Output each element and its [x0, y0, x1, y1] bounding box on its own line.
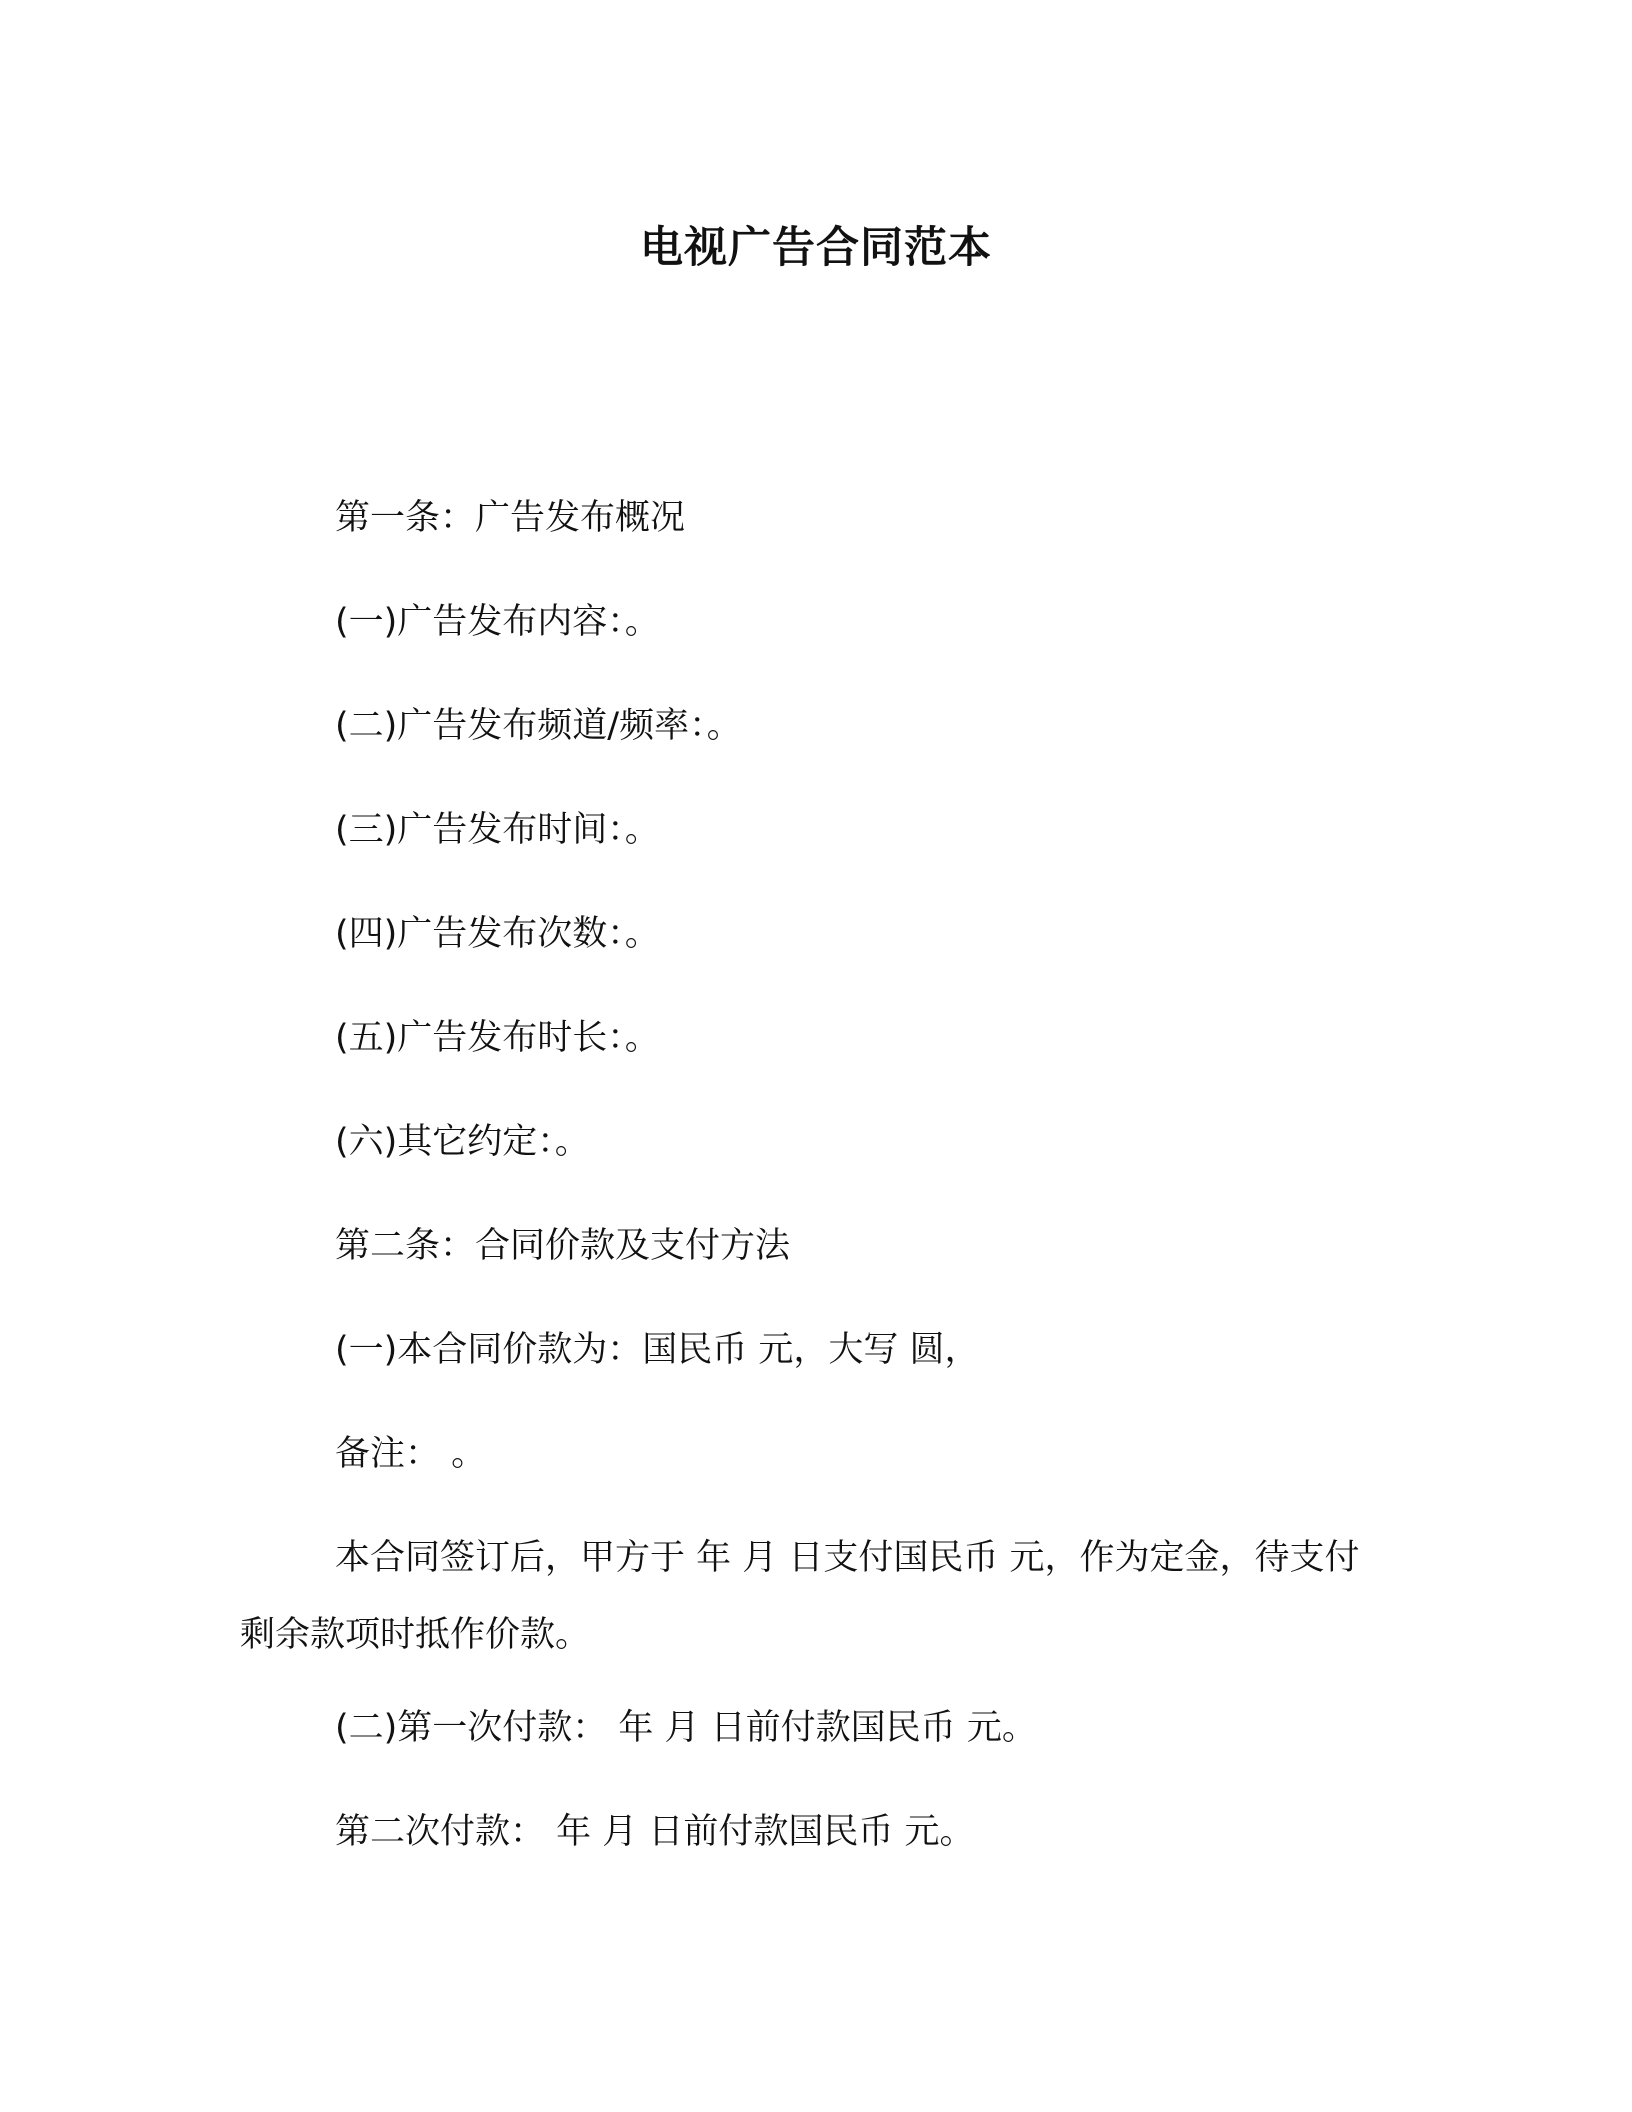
clause-1-item-1: (一)广告发布内容：。: [335, 602, 660, 642]
document-title: 电视广告合同范本: [640, 223, 992, 273]
clause-1-item-3: (三)广告发布时间：。: [335, 810, 660, 850]
clause-2-item-2-first-payment: (二)第一次付款： 年 月 日前付款国民币 元。: [335, 1708, 1037, 1748]
clause-1-item-5: (五)广告发布时长：。: [335, 1018, 660, 1058]
clause-1-item-2: (二)广告发布频道/频率：。: [335, 706, 742, 746]
clause-1-item-6: (六)其它约定：。: [335, 1122, 590, 1162]
clause-2-deposit-paragraph: 本合同签订后，甲方于 年 月 日支付国民币 元，作为定金，待支付剩余款项时抵作价款。: [240, 1538, 1360, 1655]
clause-2-item-1: (一)本合同价款为：国民币 元，大写 圆，: [335, 1330, 980, 1370]
clause-2-second-payment: 第二次付款： 年 月 日前付款国民币 元。: [335, 1812, 975, 1852]
document-body: [240, 492, 1390, 1910]
clause-2-remark: 备注： 。: [335, 1434, 487, 1474]
clause-2-heading: 第二条：合同价款及支付方法: [335, 1226, 791, 1266]
clause-1-heading: 第一条：广告发布概况: [335, 498, 686, 538]
clause-1-item-4: (四)广告发布次数：。: [335, 914, 660, 954]
